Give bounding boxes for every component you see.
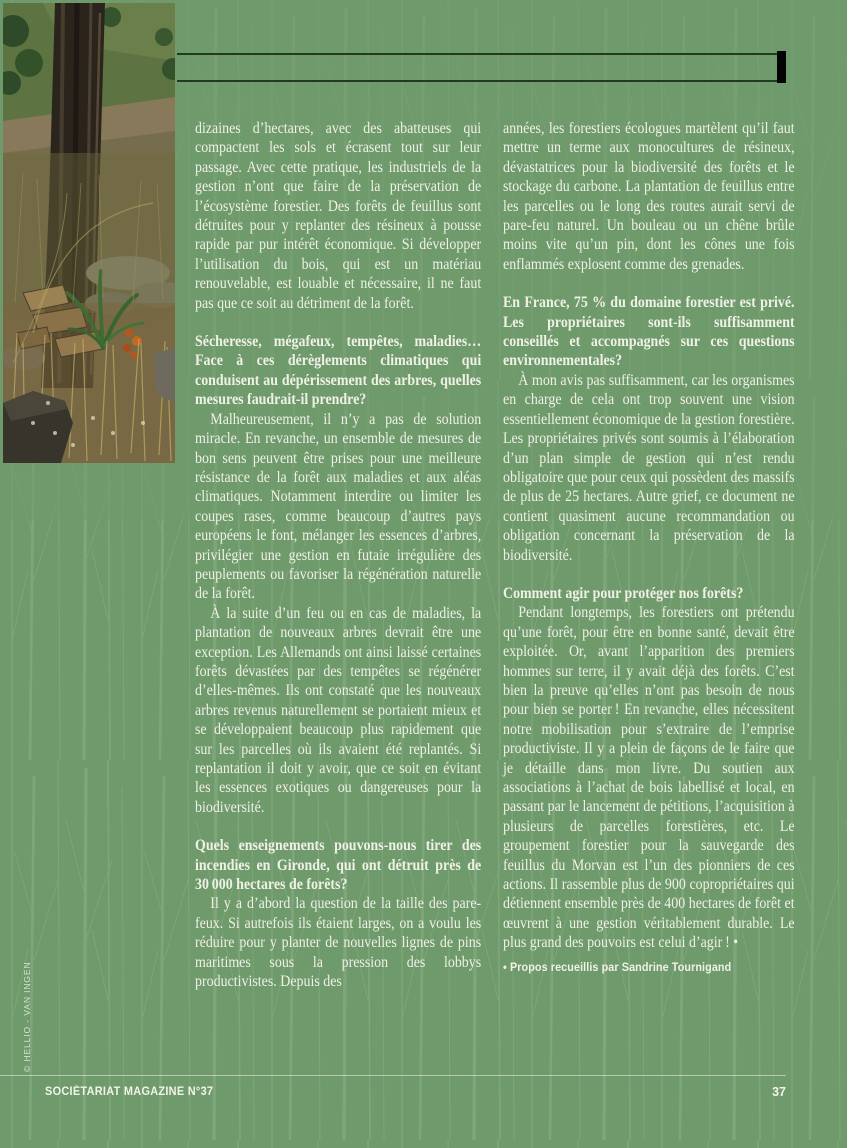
interview-question-4: Comment agir pour protéger nos forêts? [503, 584, 744, 602]
forest-photo-illustration [3, 3, 175, 463]
article-paragraph: Il y a d’abord la question de la taille des pare-feux. Si autrefois ils étaient larges, on a voulu les réduire pour y planter de nouvelles lignes de pins maritimes sous la pression des lobbys productivistes. Depuis des [195, 895, 482, 991]
header-rule [177, 53, 777, 82]
header-rule-end-block [777, 51, 786, 83]
article-paragraph: années, les forestiers écologues martèlent qu’il faut mettre un terme aux monocultures de résineux, dévastatrices pour la biodiversité des forêts et le stockage du carbone. La plantation de feuillus entre les parcelles ou le long des routes aurait servi de pare-feu naturel. Un bouleau ou un chêne brûle moins vite qu’un pin, dont les cônes une fois enflammés explosent comme des grenades. [503, 120, 795, 273]
article-paragraph: À mon avis pas suffisamment, car les organismes en charge de cela ont trop souvent une vision essentiellement économique de la gestion forestière. Les propriétaires privés sont soumis à l’élaboration d’un plan simple de gestion qui n’est rendu obligatoire que pour ceux qui possèdent des massifs de plus de 25 hectares. Autre grief, ce document ne contient quasiment aucune recommandation ou obligation concernant la préservation de la biodiversité. [503, 371, 795, 564]
article-paragraph: Malheureusement, il n’y a pas de solution miracle. En revanche, un ensemble de mesures de bon sens peuvent être prises pour une meilleure résistance de la forêt aux maladies et aux aléas climatiques. Notamment interdire ou limiter les coupes rases, comme beaucoup d’autres pays européens le font, mélanger les essences d’arbres, privilégier une gestion en futaie irrégulière des peuplements ou favoriser la régénération naturelle de la forêt. [195, 410, 482, 603]
interview-question-2: Quels enseignements pouvons-nous tirer des incendies en Gironde, qui ont détruit près de 30 000 hectares de forêts? [195, 837, 482, 894]
footer-rule [0, 1075, 786, 1076]
article-paragraph: À la suite d’un feu ou en cas de maladies, la plantation de nouveaux arbres devrait être une exception. Les Allemands ont ainsi laissé certaines forêts dévastées par des tempêtes se régénérer d’elles-mêmes. Ils ont constaté que les nouveaux arbres revenus naturellement se portaient mieux et se développaient beaucoup plus rapidement que sur les parcelles où ils avaient été replantés. Si replantation il doit y avoir, que ce soit en évitant les essences exotiques ou dangereuses pour la biodiversité. [195, 604, 482, 816]
article-column-1 [195, 119, 481, 991]
interview-question-3: En France, 75 % du domaine forestier est privé. Les propriétaires sont-ils suffisamment conseillés et accompagnés sur ces questions environnementales? [503, 294, 795, 370]
magazine-title: SOCIÉTARIAT MAGAZINE N°37 [45, 1086, 214, 1098]
interview-question-1: Sécheresse, mégafeux, tempêtes, maladies… Face à ces dérèglements climatiques qui conduisent au dépérissement des arbres, quelles mesures faudrait-il prendre? [195, 333, 482, 409]
forest-photo [3, 3, 175, 463]
photo-credit: © HELLIO - VAN INGEN [22, 961, 32, 1072]
byline: • Propos recueillis par Sandrine Tournigand [503, 959, 732, 974]
article-column-2 [503, 119, 795, 974]
page-number: 37 [772, 1085, 786, 1099]
article-paragraph: Pendant longtemps, les forestiers ont prétendu qu’une forêt, pour être en bonne santé, devait être exploitée. Or, avant l’apparition des premiers hommes sur terre, il y avait déjà des forêts. C’est bien la preuve qu’elles n’ont pas besoin de nous pour bien se porter ! En revanche, elles nécessitent notre mobilisation pour s’extraire de l’emprise productiviste. Il y a plein de façons de le faire que je détaille dans mon livre. Du soutien aux associations à l’achat de bois labellisé et local, en passant par le lancement de pétitions, l’acquisition à plusieurs de parcelles forestières, etc. Le groupement forestier pour la sauvegarde des feuillus du Morvan est l’un des pionniers de ces actions. Il rassemble plus de 900 copropriétaires qui détiennent ensemble près de 400 hectares de forêt et œuvrent à une gestion véritablement durable. Le plus grand des pouvoirs est celui d’agir ! • [503, 604, 795, 952]
article-paragraph: dizaines d’hectares, avec des abatteuses qui compactent les sols et écrasent tout sur leur passage. Avec cette pratique, les industriels de la gestion n’ont que faire de la préservation de l’écosystème forestier. Des forêts de feuillus sont détruites pour y replanter des résineux à pousse rapide par pur intérêt économique. Si développer l’utilisation du bois, qui est un matériau renouvelable, est louable et nécessaire, il ne faut pas que ce soit au détriment de la forêt. [195, 120, 482, 312]
